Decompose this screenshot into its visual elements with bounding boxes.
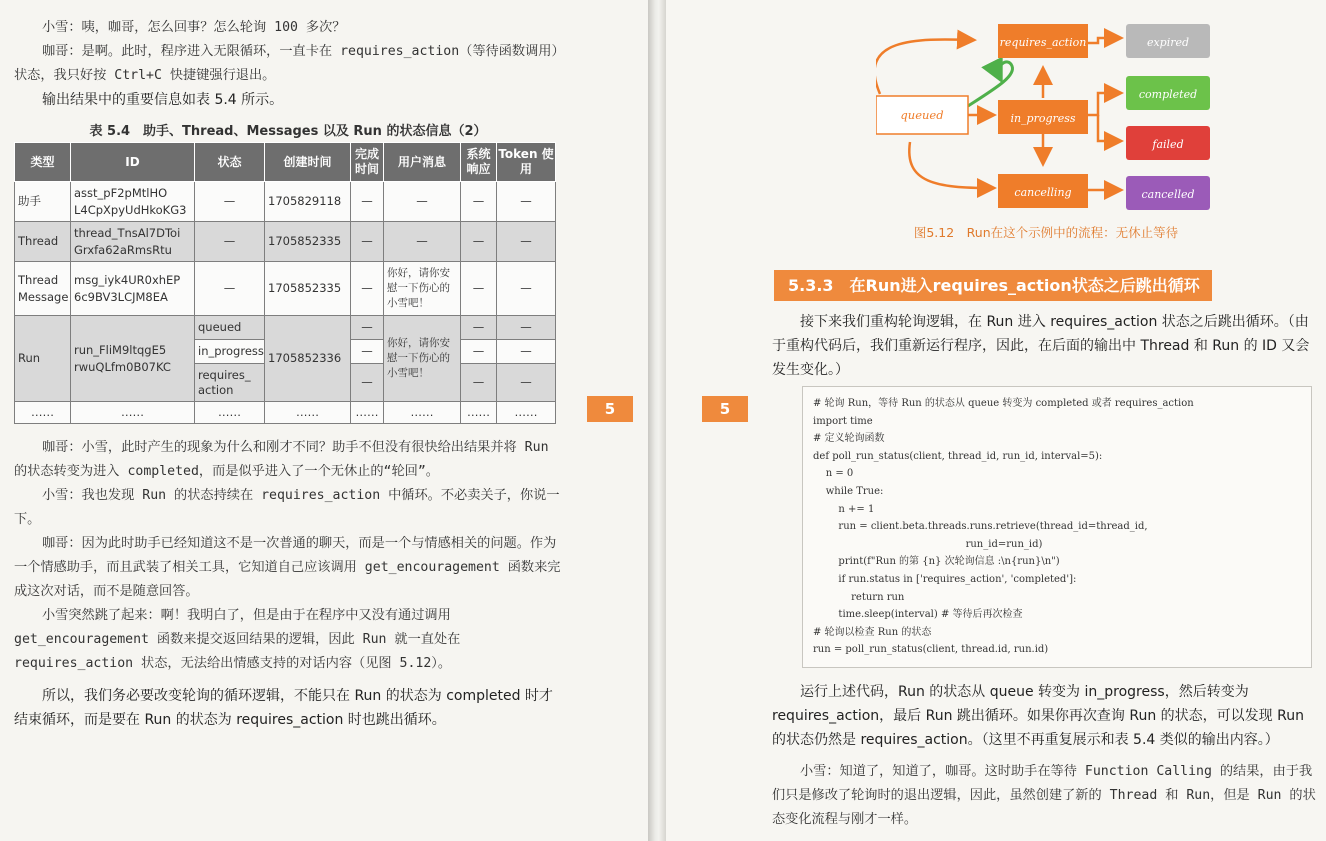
cell-user-message: — bbox=[384, 182, 461, 222]
arrow-to-failed bbox=[1098, 115, 1119, 141]
cell-completed: — bbox=[351, 182, 384, 222]
status-table bbox=[14, 142, 556, 424]
code-line: run_id=run_id) bbox=[813, 538, 1043, 550]
code-line: # 定义轮询函数 bbox=[813, 433, 885, 445]
node-expired: expired bbox=[1146, 36, 1190, 49]
dialogue-line: 咖哥：是啊。此时，程序进入无限循环，一直卡在 requires_action（等待函数调用）状态，我只好按 Ctrl+C 快捷键强行退出。 bbox=[14, 44, 559, 83]
header-status: 状态 bbox=[195, 143, 265, 182]
cell-ellipsis: …… bbox=[15, 402, 71, 424]
cell-id: msg_iyk4UR0xhEP 6c9BV3LCJM8EA bbox=[71, 262, 195, 316]
header-user-message: 用户消息 bbox=[384, 143, 461, 182]
node-queued: queued bbox=[900, 108, 944, 122]
paragraph: 输出结果中的重要信息如表 5.4 所示。 bbox=[42, 92, 284, 108]
cell-id: asst_pF2pMtlHO L4CpXpyUdHkoKG3 bbox=[71, 182, 195, 222]
cell-user-message: 你好，请你安慰一下伤心的小雪吧！ bbox=[384, 316, 461, 402]
code-line: print(f"Run 的第 {n} 次轮询信息 :\n{run}\n") bbox=[813, 556, 1060, 568]
dialogue-line: 咖哥：因为此时助手已经知道这不是一次普通的聊天，而是一个与情感相关的问题。作为一个情感助手，而且武装了相关工具，它知道自己应该调用 get_encouragement 函数来完成这次对话，而不是随意回答。 bbox=[14, 536, 561, 599]
dialogue-line: 小雪：知道了，知道了，咖哥。这时助手在等待 Function Calling 的结果，由于我们只是修改了轮询时的退出逻辑，因此，虽然创建了新的 Thread 和 Run，但是 Run 的状态变化流程与刚才一样。 bbox=[772, 764, 1316, 827]
cell-type: 助手 bbox=[15, 182, 71, 222]
cell-system-response: — bbox=[461, 316, 497, 340]
header-system-response: 系统响应 bbox=[461, 143, 497, 182]
cell-type: Thread bbox=[15, 222, 71, 262]
node-in-progress: in_progress bbox=[1010, 112, 1076, 125]
code-line: while True: bbox=[813, 485, 884, 497]
code-block bbox=[802, 386, 1312, 668]
paragraph: 所以，我们务必要改变轮询的循环逻辑，不能只在 Run 的状态为 completed 时才结束循环，而是要在 Run 的状态为 requires_action 时也跳出循环。 bbox=[14, 688, 553, 728]
paragraph: 接下来我们重构轮询逻辑，在 Run 进入 requires_action 状态之后跳出循环。（由于重构代码后，我们重新运行程序，因此，在后面的输出中 Thread 和 Run 的 ID 又会发生变化。） bbox=[772, 314, 1310, 378]
cell-status: — bbox=[195, 222, 265, 262]
left-page bbox=[0, 0, 648, 841]
cell-system-response: — bbox=[461, 364, 497, 402]
code-line: n = 0 bbox=[813, 468, 854, 480]
figure-caption-wrap bbox=[666, 223, 1326, 241]
arrow-back-to-requires bbox=[876, 39, 972, 94]
cell-completed: — bbox=[351, 364, 384, 402]
table-caption: 表 5.4 助手、Thread、Messages 以及 Run 的状态信息（2） bbox=[89, 124, 487, 139]
run-flow-diagram bbox=[876, 18, 1316, 218]
code-line: time.sleep(interval) # 等待后再次检查 bbox=[813, 609, 1023, 621]
cell-system-response: — bbox=[461, 262, 497, 316]
header-completed: 完成时间 bbox=[351, 143, 384, 182]
dialogue-line: 小雪：我也发现 Run 的状态持续在 requires_action 中循环。不必卖关子，你说一下。 bbox=[14, 488, 560, 527]
cell-user-message: — bbox=[384, 222, 461, 262]
code-line: # 轮询以检查 Run 的状态 bbox=[813, 626, 932, 638]
cell-user-message: 你好，请你安慰一下伤心的小雪吧！ bbox=[384, 262, 461, 316]
dialogue-line: 小雪：咦，咖哥，怎么回事？怎么轮询 100 多次？ bbox=[42, 20, 346, 35]
cell-type: Thread Message bbox=[15, 262, 71, 316]
table-header-row bbox=[15, 143, 556, 182]
table-row bbox=[15, 182, 556, 222]
cell-status: — bbox=[195, 262, 265, 316]
node-cancelling: cancelling bbox=[1014, 186, 1072, 199]
left-top-text bbox=[14, 16, 562, 112]
cell-status: queued bbox=[195, 316, 265, 340]
cell-token: — bbox=[497, 316, 556, 340]
cell-ellipsis: …… bbox=[384, 402, 461, 424]
cell-type: Run bbox=[15, 316, 71, 402]
cell-ellipsis: …… bbox=[71, 402, 195, 424]
chapter-tab: 5 bbox=[702, 396, 748, 422]
cell-system-response: — bbox=[461, 340, 497, 364]
code-line: import time bbox=[813, 415, 873, 427]
cell-ellipsis: …… bbox=[461, 402, 497, 424]
cell-completed: — bbox=[351, 222, 384, 262]
header-created: 创建时间 bbox=[265, 143, 351, 182]
header-token-usage: Token 使用 bbox=[497, 143, 556, 182]
arrow-to-expired bbox=[1088, 38, 1119, 43]
cell-completed: — bbox=[351, 340, 384, 364]
table-row-ellipsis bbox=[15, 402, 556, 424]
cell-created: 1705852335 bbox=[265, 222, 351, 262]
cell-token: — bbox=[497, 262, 556, 316]
cell-completed: — bbox=[351, 316, 384, 340]
cell-created: 1705852335 bbox=[265, 262, 351, 316]
header-type: 类型 bbox=[15, 143, 71, 182]
cell-status: — bbox=[195, 182, 265, 222]
node-cancelled: cancelled bbox=[1141, 188, 1195, 201]
cell-id: thread_TnsAl7DToi Grxfa62aRmsRtu bbox=[71, 222, 195, 262]
cell-created: 1705852336 bbox=[265, 316, 351, 402]
dialogue-line: 咖哥：小雪，此时产生的现象为什么和刚才不同？助手不但没有很快给出结果并将 Run 的状态转变为进入 completed，而是似乎进入了一个无休止的“轮回”。 bbox=[14, 440, 549, 479]
paragraph: 运行上述代码，Run 的状态从 queue 转变为 in_progress，然后转变为 requires_action，最后 Run 跳出循环。如果你再次查询 Run 的状态，可以发现 Run 的状态仍然是 requires_action。（这里不再重复展示和表 5.4 类似的输出内容。） bbox=[772, 684, 1304, 748]
code-line: if run.status in ['requires_action', 'completed']: bbox=[813, 573, 1077, 585]
section-title: 5.3.3 在Run进入requires_action状态之后跳出循环 bbox=[774, 270, 1212, 301]
code-line: n += 1 bbox=[813, 503, 875, 515]
node-failed: failed bbox=[1152, 138, 1184, 151]
code-line: run = poll_run_status(client, thread.id, run.id) bbox=[813, 644, 1049, 656]
code-line: return run bbox=[813, 591, 905, 603]
arrow-to-completed bbox=[1088, 93, 1119, 115]
table-row bbox=[15, 222, 556, 262]
header-id: ID bbox=[71, 143, 195, 182]
cell-token: — bbox=[497, 340, 556, 364]
cell-system-response: — bbox=[461, 222, 497, 262]
table-row-run bbox=[15, 316, 556, 340]
cell-ellipsis: …… bbox=[497, 402, 556, 424]
code-line: # 轮询 Run，等待 Run 的状态从 queue 转变为 completed 或者 requires_action bbox=[813, 398, 1194, 409]
node-completed: completed bbox=[1138, 88, 1198, 101]
left-bottom-text bbox=[14, 436, 562, 732]
arrow-to-cancelling bbox=[909, 142, 992, 188]
cell-system-response: — bbox=[461, 182, 497, 222]
cell-ellipsis: …… bbox=[195, 402, 265, 424]
cell-created: 1705829118 bbox=[265, 182, 351, 222]
cell-id: run_FliM9ltqgE5 rwuQLfm0B07KC bbox=[71, 316, 195, 402]
code-line: def poll_run_status(client, thread_id, run_id, interval=5): bbox=[813, 450, 1103, 462]
cell-ellipsis: …… bbox=[265, 402, 351, 424]
book-gutter bbox=[648, 0, 666, 841]
cell-token: — bbox=[497, 364, 556, 402]
cell-completed: — bbox=[351, 262, 384, 316]
cell-status: requires_ action bbox=[195, 364, 265, 402]
dialogue-line: 小雪突然跳了起来：啊！我明白了，但是由于在程序中又没有通过调用 get_encouragement 函数来提交返回结果的逻辑，因此 Run 就一直处在 requires_action 状态，无法给出情感支持的对话内容（见图 5.12）。 bbox=[14, 608, 461, 671]
node-requires-action: requires_action bbox=[999, 36, 1087, 49]
table-row bbox=[15, 262, 556, 316]
figure-caption: 图5.12 Run在这个示例中的流程：无休止等待 bbox=[913, 225, 1179, 240]
cell-ellipsis: …… bbox=[351, 402, 384, 424]
cell-status: in_progress bbox=[195, 340, 265, 364]
cell-token: — bbox=[497, 182, 556, 222]
arrow-loop-green bbox=[968, 62, 1013, 106]
code-line: run = client.beta.threads.runs.retrieve(thread_id=thread_id, bbox=[813, 521, 1148, 533]
chapter-tab: 5 bbox=[587, 396, 633, 422]
cell-token: — bbox=[497, 222, 556, 262]
